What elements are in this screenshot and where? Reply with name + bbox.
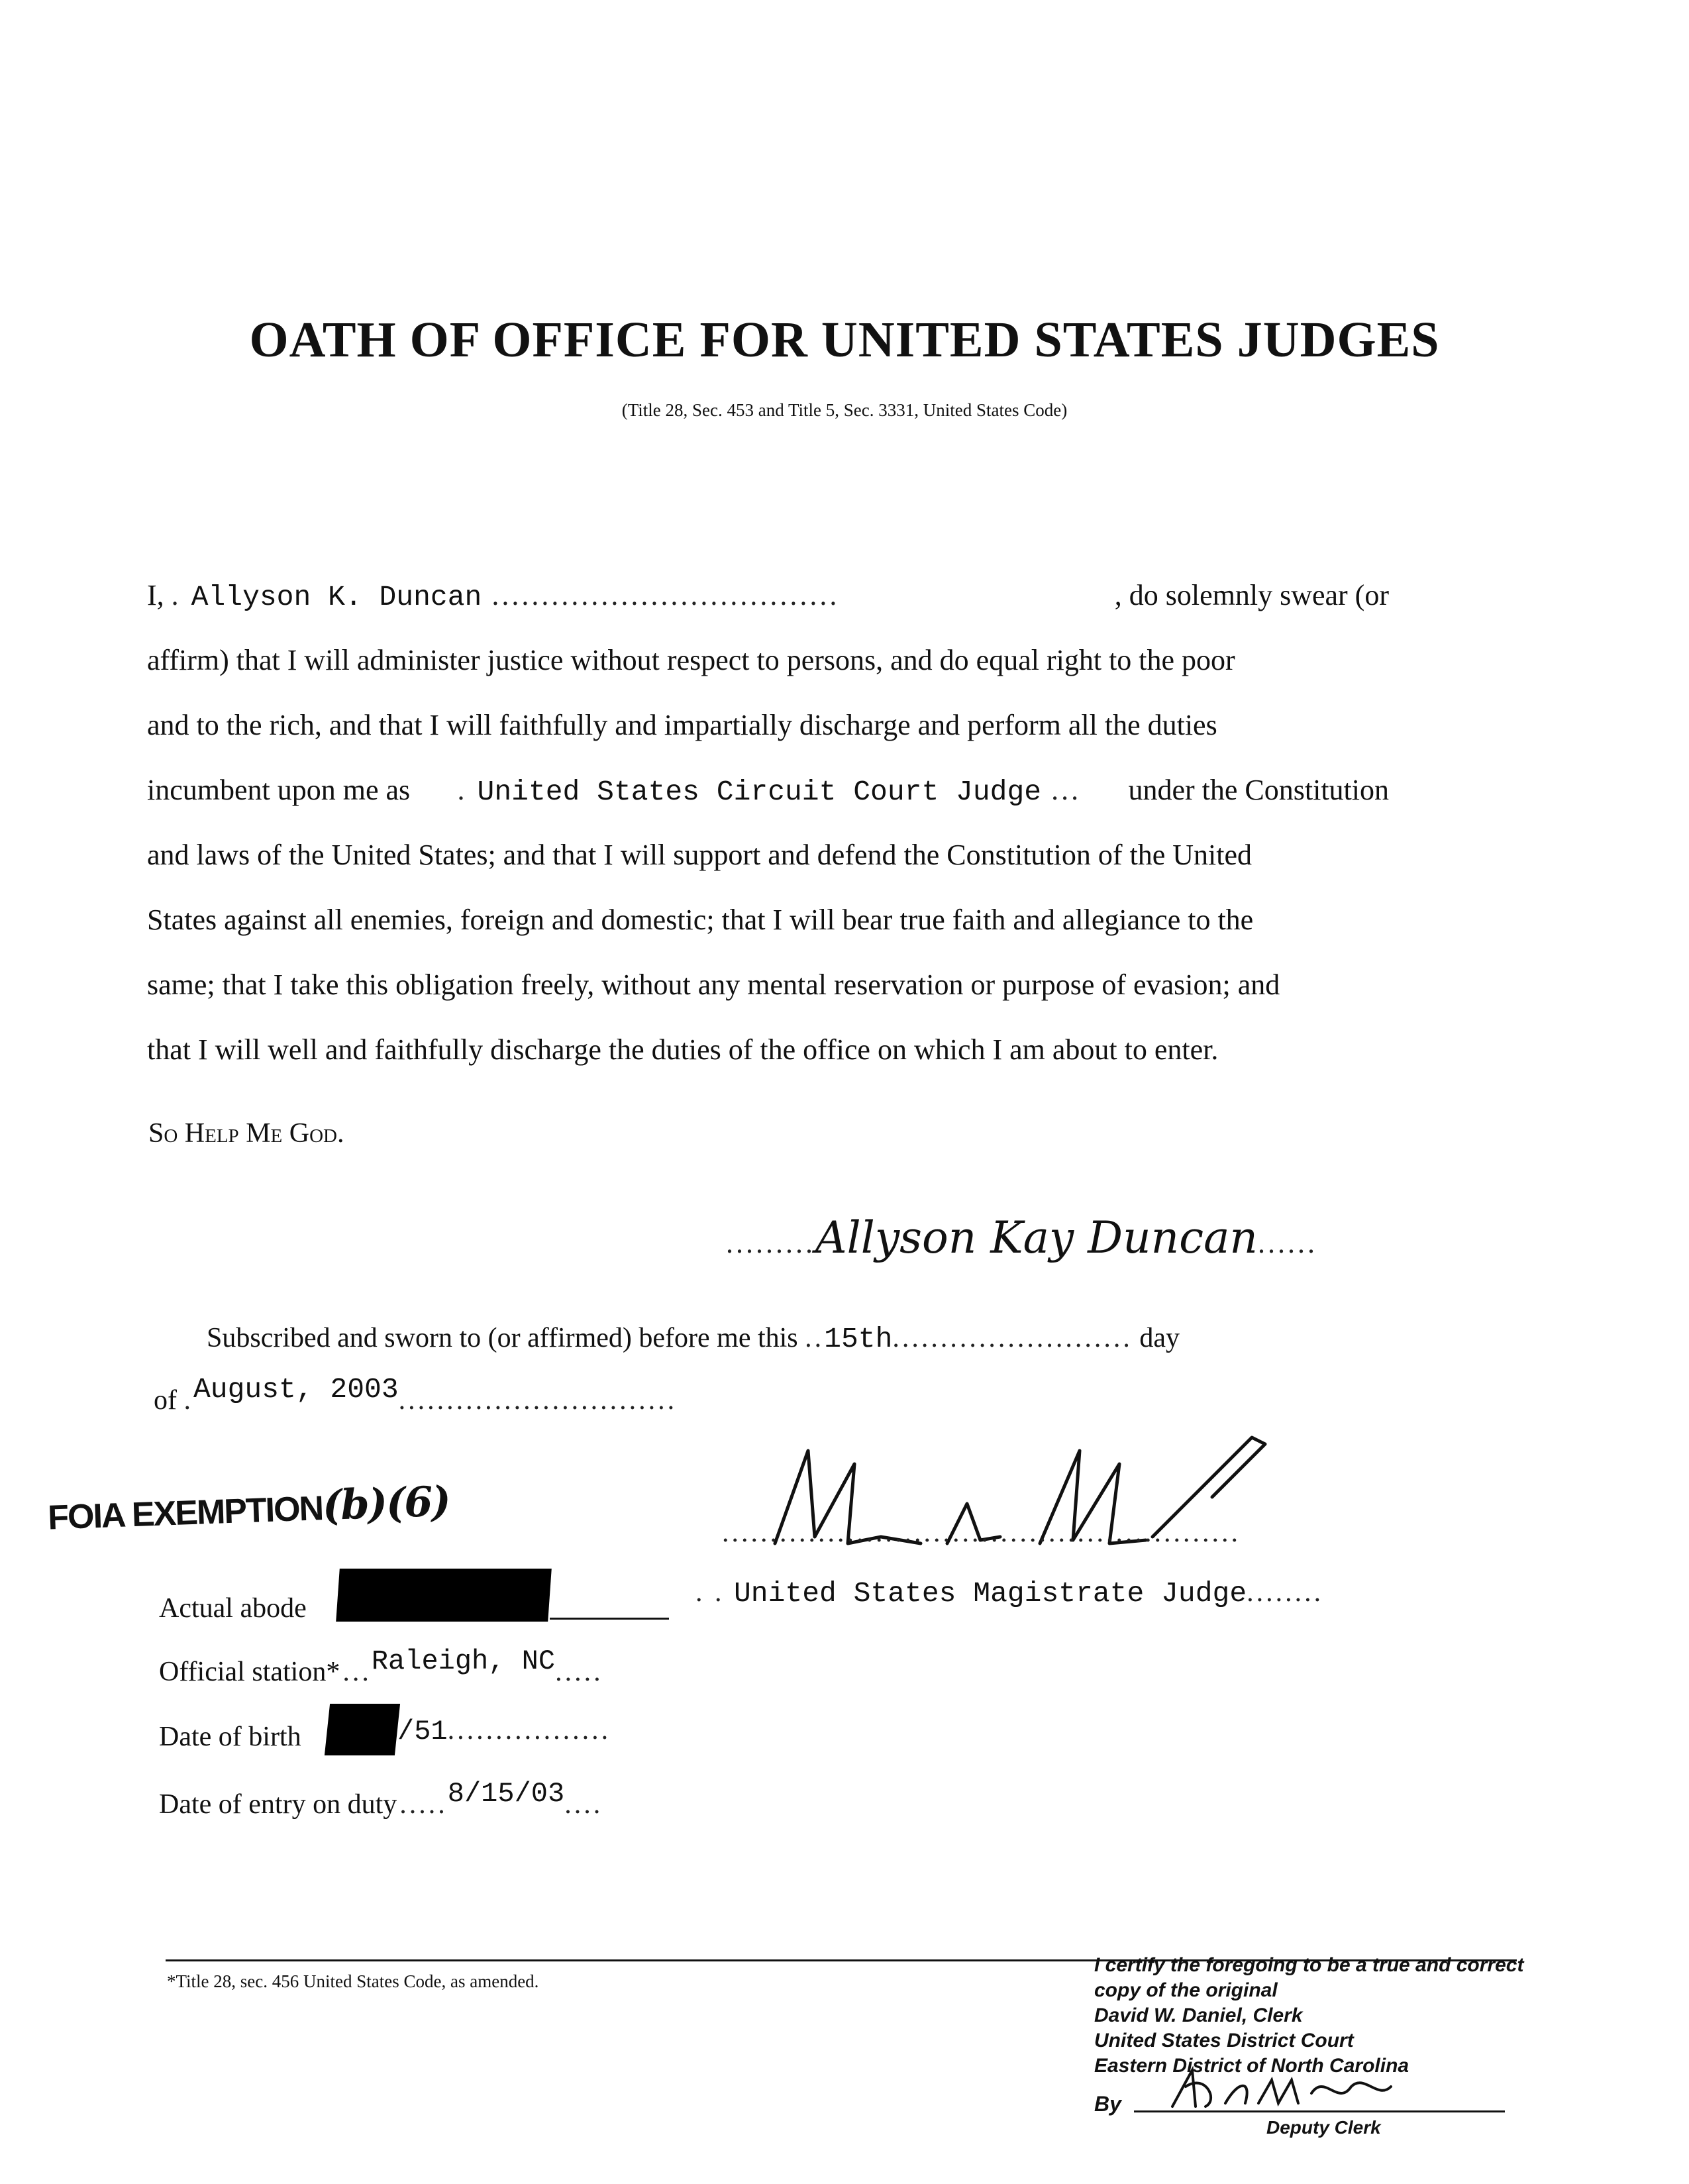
document-title: OATH OF OFFICE FOR UNITED STATES JUDGES <box>249 312 1440 368</box>
abode-underline <box>550 1618 669 1620</box>
certification-clerk-title: Deputy Clerk <box>1266 2117 1381 2138</box>
dob-value-line: /51................. <box>397 1715 611 1747</box>
sworn-month-year: August, 2003 <box>193 1373 399 1406</box>
magistrate-signature-dots: ...................................................... <box>722 1518 1241 1548</box>
judge-signature-line: .........Allyson Kay Duncan...... <box>726 1212 1317 1263</box>
foia-label: FOIA EXEMPTION <box>47 1489 324 1537</box>
dob-redaction <box>325 1704 400 1755</box>
station-value: Raleigh, NC <box>371 1645 556 1677</box>
oath-line-1-end: , do solemnly swear (or <box>1114 579 1389 611</box>
deputy-clerk-signature <box>1166 2060 1417 2120</box>
document-subtitle: (Title 28, Sec. 453 and Title 5, Sec. 3331, United States Code) <box>621 400 1068 420</box>
oath-name: Allyson K. Duncan <box>191 581 482 613</box>
oath-line-5: and laws of the United States; and that I will support and defend the Constitution of the United <box>147 839 1253 871</box>
abode-label: Actual abode <box>159 1593 307 1624</box>
oath-line-8: that I will well and faithfully discharge the duties of the office on which I am about to enter. <box>147 1033 1219 1066</box>
station-line: Official station* ...Raleigh, NC..... <box>159 1645 603 1687</box>
sworn-day: 15th <box>824 1323 893 1355</box>
certification-line-3: David W. Daniel, Clerk <box>1094 2004 1303 2026</box>
oath-line-3: and to the rich, and that I will faithfully and impartially discharge and perform all the duties <box>147 709 1217 741</box>
sworn-month-line: of .August, 2003............................. <box>154 1373 678 1416</box>
judge-signature: Allyson Kay Duncan <box>815 1212 1258 1263</box>
oath-position: United States Circuit Court Judge <box>477 776 1042 808</box>
oath-line-2: affirm) that I will administer justice without respect to persons, and do equal right to the poor <box>147 644 1235 676</box>
certification-line-1: I certify the foregoing to be a true and correct <box>1094 1954 1524 1976</box>
sworn-of-label: of <box>154 1385 177 1416</box>
abode-redaction <box>336 1569 552 1622</box>
dob-value: /51 <box>397 1716 448 1747</box>
oath-closing: So Help Me God. <box>148 1118 344 1149</box>
station-label: Official station* <box>159 1657 340 1687</box>
foia-exemption-stamp <box>47 1477 450 1539</box>
dob-label: Date of birth <box>159 1722 301 1752</box>
entry-line: Date of entry on duty .....8/15/03.... <box>159 1778 603 1820</box>
certification-line-4: United States District Court <box>1094 2030 1354 2052</box>
oath-line-7: same; that I take this obligation freely, without any mental reservation or purpose of evasion; and <box>147 968 1280 1001</box>
oath-line-4: incumbent upon me as . United States Circuit Court Judge ... under the Constitution <box>147 758 1389 825</box>
oath-intro: I, <box>147 579 164 611</box>
magistrate-title: United States Magistrate Judge <box>734 1577 1247 1610</box>
certification-line-2: copy of the original <box>1094 1979 1278 2001</box>
certification-line-5: Eastern District of North Carolina <box>1094 2055 1409 2077</box>
entry-value: 8/15/03 <box>447 1778 565 1810</box>
footnote: *Title 28, sec. 456 United States Code, as amended. <box>167 1971 539 1991</box>
oath-line-4-end: under the Constitution <box>1128 774 1389 806</box>
sworn-line: Subscribed and sworn to (or affirmed) before me this ..15th......................... day <box>207 1323 1180 1355</box>
oath-line-6: States against all enemies, foreign and domestic; that I will bear true faith and allegiance to the <box>147 904 1254 936</box>
sworn-day-label: day <box>1139 1323 1180 1353</box>
oath-line-1: I, . Allyson K. Duncan ................................... , do solemnly swear (or <box>147 563 1389 630</box>
certification-by-label: By <box>1094 2092 1121 2116</box>
entry-label: Date of entry on duty <box>159 1789 397 1820</box>
foia-code: (b)(6) <box>321 1477 450 1530</box>
sworn-text: Subscribed and sworn to (or affirmed) before me this <box>207 1323 798 1353</box>
oath-line-4-start: incumbent upon me as <box>147 774 411 806</box>
magistrate-title-line: . . United States Magistrate Judge........ <box>695 1577 1324 1610</box>
